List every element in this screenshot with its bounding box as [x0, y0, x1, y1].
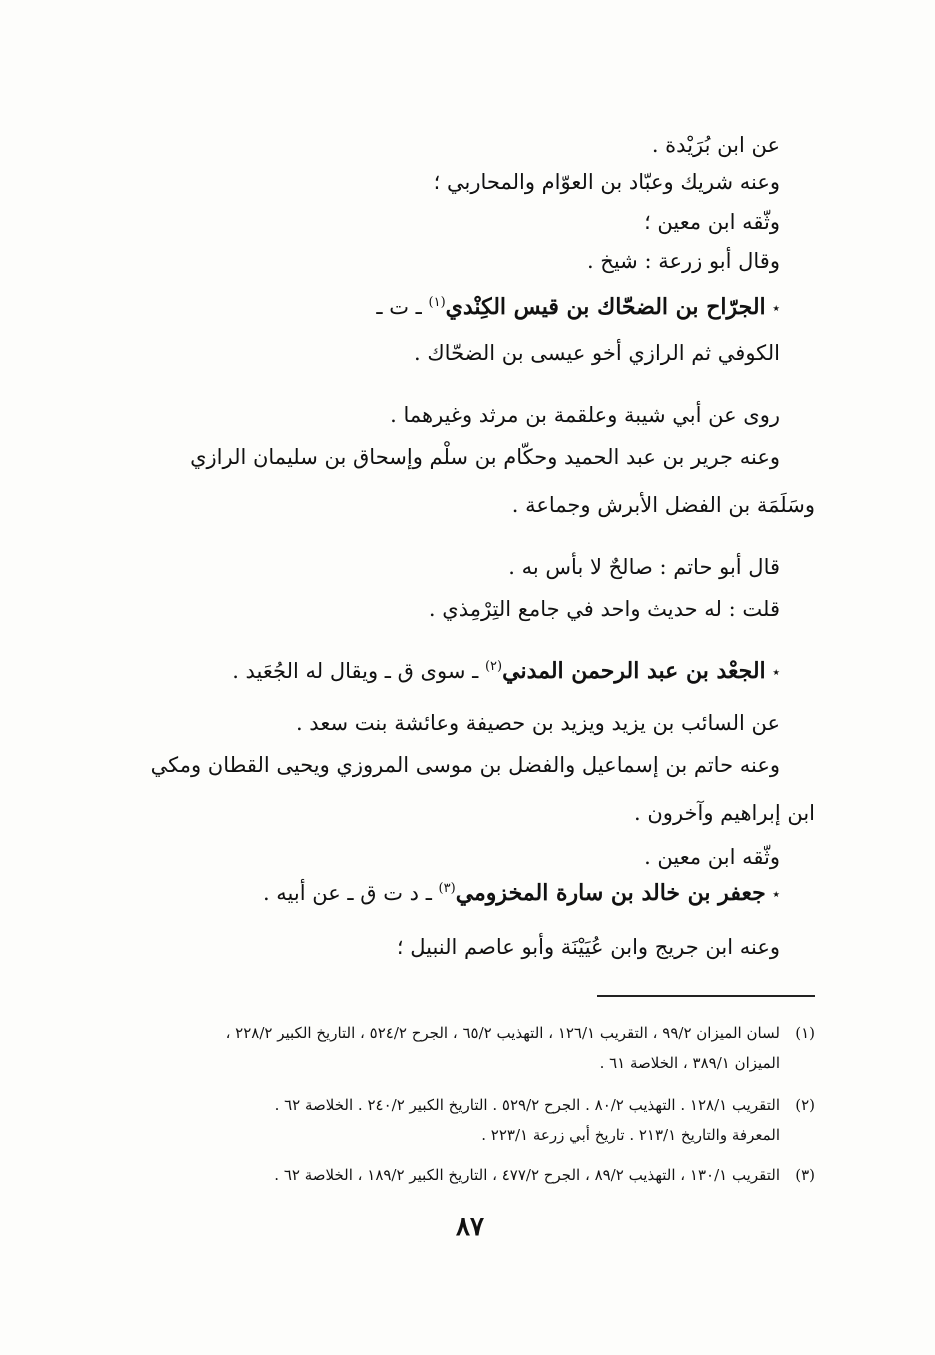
text-line: وعنه جرير بن عبد الحميد وحكّام بن سلْم وإسحاق بن سليمان الرازي	[190, 445, 780, 469]
footnote-text: الميزان ٣٨٩/١ ، الخلاصة ٦١ .	[599, 1054, 780, 1072]
entry-name: الجعْد بن عبد الرحمن المدني	[502, 658, 766, 684]
text-line: عن ابن بُرَيْدة .	[651, 133, 780, 157]
entry-heading	[263, 878, 780, 910]
footnote-text: التقريب ١٣٠/١ ، التهذيب ٨٩/٢ ، الجرح ٤٧٧/٢ ، التاريخ الكبير ١٨٩/٢ ، الخلاصة ٦٢ .	[274, 1166, 780, 1184]
footnote-number: (١)	[795, 1024, 815, 1042]
footnote-number: (٣)	[795, 1166, 815, 1184]
footnote-divider	[597, 995, 815, 997]
footnote-text: المعرفة والتاريخ ٢١٣/١ . تاريخ أبي زرعة ٢٢٣/١ .	[481, 1126, 780, 1144]
entry-code: ـ ت ـ	[376, 295, 422, 319]
star-marker-icon: ٭	[772, 300, 780, 317]
text-line: ابن إبراهيم وآخرون .	[634, 801, 815, 825]
text-line: وثّقه ابن معين .	[644, 845, 780, 869]
page-number: ٨٧	[456, 1212, 484, 1242]
text-line: وعنه حاتم بن إسماعيل والفضل بن موسى المروزي ويحيى القطان ومكي	[150, 753, 780, 777]
text-line: الكوفي ثم الرازي أخو عيسى بن الضحّاك .	[414, 341, 780, 365]
text-line: وسَلَمَة بن الفضل الأبرش وجماعة .	[511, 493, 815, 517]
entry-code: ـ سوى ق ـ ويقال له الجُعَيد .	[232, 659, 479, 683]
text-line: قال أبو حاتم : صالحٌ لا بأس به .	[508, 555, 780, 579]
star-marker-icon: ٭	[772, 664, 780, 681]
star-marker-icon: ٭	[772, 886, 780, 903]
footnote-number: (٢)	[795, 1096, 815, 1114]
entry-code: ـ د ت ق ـ عن أبيه .	[262, 881, 432, 905]
text-line: وثّقه ابن معين ؛	[644, 210, 780, 234]
footnote-text: لسان الميزان ٩٩/٢ ، التقريب ١٢٦/١ ، التهذيب ٦٥/٢ ، الجرح ٥٢٤/٢ ، التاريخ الكبير ٢٢٨/٢ ،	[225, 1024, 780, 1042]
entry-heading	[376, 292, 780, 324]
footnote-ref: (٢)	[484, 659, 503, 674]
entry-name: جعفر بن خالد بن سارة المخزومي	[455, 880, 766, 906]
footnote-ref: (١)	[428, 295, 446, 310]
text-line: قلت : له حديث واحد في جامع التِرْمِذي .	[428, 597, 780, 621]
footnote-ref: (٣)	[438, 881, 456, 896]
footnote-text: التقريب ١٢٨/١ . التهذيب ٨٠/٢ . الجرح ٥٢٩/٢ . التاريخ الكبير ٢٤٠/٢ . الخلاصة ٦٢ .	[274, 1096, 780, 1114]
entry-name: الجرّاح بن الضحّاك بن قيس الكِنْدي	[445, 294, 766, 320]
text-line: روى عن أبي شيبة وعلقمة بن مرثد وغيرهما .	[390, 403, 780, 427]
text-line: وعنه ابن جريج وابن عُيَيْنَة وأبو عاصم النبيل ؛	[396, 935, 780, 959]
text-line: وعنه شريك وعبّاد بن العوّام والمحاربي ؛	[433, 170, 780, 194]
entry-heading	[232, 656, 780, 688]
text-line: عن السائب بن يزيد ويزيد بن حصيفة وعائشة بنت سعد .	[295, 711, 780, 735]
text-line: وقال أبو زرعة : شيخ .	[586, 249, 780, 273]
